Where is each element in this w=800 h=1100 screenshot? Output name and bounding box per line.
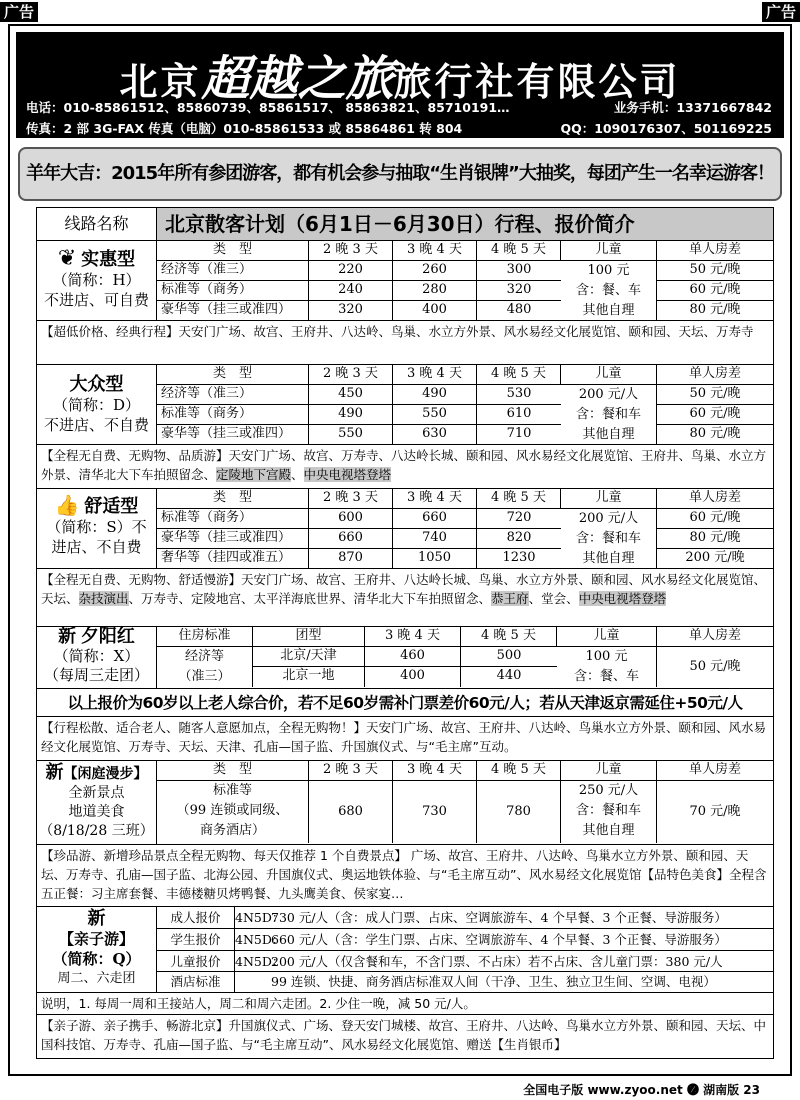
cell: 730 元/人（含：成人门票、占床、空调旅游车、4 个早餐、3 个正餐、导游服务） bbox=[271, 910, 727, 925]
cell: 标准等 bbox=[212, 783, 252, 798]
h-code: （简称：H） bbox=[52, 271, 141, 289]
xian-sub: （8/18/28 三班） bbox=[39, 823, 154, 839]
cell: 200 元/人（仅含餐和车，不含门票、不占床）若不占床、含儿童门票：380 元/人 bbox=[271, 954, 723, 969]
cell: 400 bbox=[393, 301, 477, 320]
cell: 780 bbox=[477, 781, 561, 843]
cell: 610 bbox=[506, 406, 532, 421]
th: 3 晚 4 天 bbox=[393, 489, 477, 508]
cell: 870 bbox=[309, 549, 393, 568]
x-diff: 50 元/晚 bbox=[689, 659, 741, 674]
child-price: 200 元/人 bbox=[578, 387, 639, 402]
thumbs-up-icon: 👍 bbox=[54, 493, 80, 517]
cell: 学生报价 bbox=[157, 929, 235, 950]
d-note: 不进店、不自费 bbox=[43, 416, 149, 434]
cell: 豪华等（挂三或准四） bbox=[157, 529, 309, 548]
th: 类 型 bbox=[157, 241, 309, 260]
cell: 80 元/晚 bbox=[689, 302, 741, 317]
th: 3 晚 4 天 bbox=[365, 627, 461, 646]
cell: 200 元/晚 bbox=[685, 550, 745, 565]
x-name: 夕阳红 bbox=[80, 626, 135, 647]
q-desc: 【亲子游、亲子携手、畅游北京】升国旗仪式、广场、登天安门城楼、故宫、王府井、八达岭、鸟巢水立方外景、颐和园、天坛、中国科技馆、万寿寺、孔庙—国子监、与“毛主席互动”、风水易经文化展览馆、赠送【生肖银币】 bbox=[36, 1015, 774, 1059]
section-s bbox=[36, 489, 774, 569]
x-desc: 【行程松散、适合老人、随客人意愿加点，全程无购物！】天安门广场、故宫、王府井、八达岭、鸟巢水立方外景、颐和园、风水易经文化展览馆、万寿寺、天坛、天津、孔庙—国子监、升国旗仪式、与“毛主席”互动。 bbox=[36, 717, 774, 761]
th: 2 晚 3 天 bbox=[309, 241, 393, 260]
cell: 490 bbox=[309, 405, 393, 424]
th: 4 晚 5 天 bbox=[477, 241, 561, 260]
footer: 全国电子版 www.zyoo.net 🅩 湖南版 23 bbox=[523, 1083, 760, 1097]
q-name: 【亲子游】 bbox=[58, 930, 134, 948]
cell: 儿童报价 bbox=[157, 951, 235, 971]
cell: 450 bbox=[309, 385, 393, 404]
cell: 北京一地 bbox=[253, 667, 365, 687]
cell: 550 bbox=[309, 425, 393, 444]
th: 4 晚 5 天 bbox=[461, 627, 557, 646]
xian-sub: 地道美食 bbox=[68, 804, 125, 820]
q-note: 周二、六走团 bbox=[57, 971, 136, 986]
h-name: 实惠型 bbox=[81, 249, 136, 270]
child-price: 100 元 bbox=[585, 649, 628, 664]
h-table bbox=[157, 241, 773, 321]
cell: 220 bbox=[309, 261, 393, 280]
cell bbox=[235, 972, 271, 992]
child-note: 含：餐和车 bbox=[575, 407, 641, 422]
cell: 320 bbox=[309, 301, 393, 320]
child-price: 200 元/人 bbox=[578, 511, 639, 526]
new-badge: 新 bbox=[87, 908, 106, 929]
th: 2 晚 3 天 bbox=[309, 761, 393, 780]
section-xian bbox=[36, 761, 774, 845]
s-code: （简称：S）不 bbox=[46, 518, 147, 536]
cell: 50 元/晚 bbox=[657, 385, 773, 405]
cell: 50 元/晚 bbox=[657, 261, 773, 281]
cell: 320 bbox=[506, 282, 532, 297]
d-name: 大众型 bbox=[69, 374, 124, 395]
cell: 60 元/晚 bbox=[657, 281, 773, 301]
th: 儿童 bbox=[561, 489, 657, 508]
d-code: （简称：D） bbox=[52, 396, 141, 414]
cell: 660 元/人（含：学生门票、占床、空调旅游车、4 个早餐、3 个正餐、导游服务） bbox=[271, 932, 727, 947]
cell: 60 元/晚 bbox=[657, 405, 773, 425]
cell: 660 bbox=[309, 529, 393, 548]
cell: 99 连锁、快捷、商务酒店标准双人间（干净、卫生、独立卫生间、空调、电视） bbox=[271, 974, 716, 989]
th: 4 晚 5 天 bbox=[477, 761, 561, 780]
cell: 80 元/晚 bbox=[657, 529, 773, 549]
cell: 标准等（商务） bbox=[157, 509, 309, 528]
cell: （准三） bbox=[178, 669, 231, 684]
q-table bbox=[157, 907, 773, 992]
th: 单人房差 bbox=[688, 628, 741, 643]
xian-desc: 【珍品游、新增珍品景点全程无购物、每天仅推荐 1 个自费景点】 广场、故宫、王府井、八达岭、鸟巢水立方外景、颐和园、天坛、万寿寺、孔庙—国子监、北海公园、升国旗仪式、奥运地铁体验、与“毛主席互动”、风水易经文化展览馆【品特色美食】全程含五正餐：习主席套餐、丰德楼糖贝烤鸭餐、九头鹰美食、侯家宴… bbox=[36, 845, 774, 907]
child-note: 其他自理 bbox=[582, 823, 635, 838]
th: 3 晚 4 天 bbox=[393, 241, 477, 260]
cell: 300 bbox=[506, 262, 532, 277]
section-q bbox=[36, 907, 774, 993]
th: 单人房差 bbox=[688, 490, 741, 505]
q-code: （简称：Q） bbox=[52, 950, 141, 968]
cell: 豪华等（挂三或准四） bbox=[157, 425, 309, 444]
child-note: 含：餐和车 bbox=[575, 803, 641, 818]
cell: 260 bbox=[393, 261, 477, 280]
th: 单人房差 bbox=[688, 366, 741, 381]
child-note: 含：餐和车 bbox=[575, 531, 641, 546]
promo-banner: 羊年大吉：2015年所有参团游客，都有机会参与抽取“生肖银牌”大抽奖，每团产生一名幸运游客！ bbox=[18, 147, 782, 201]
header bbox=[16, 32, 784, 138]
cell: 经济等（准三） bbox=[157, 261, 309, 280]
th: 2 晚 3 天 bbox=[309, 489, 393, 508]
cell: 4N5D： bbox=[235, 910, 285, 925]
cell: 480 bbox=[506, 302, 532, 317]
cell: 4N5D： bbox=[235, 954, 285, 969]
cell: 720 bbox=[506, 510, 532, 525]
s-name: 舒适型 bbox=[84, 496, 139, 517]
mobile-line: 业务手机：13371667842 bbox=[613, 100, 772, 115]
phone-line: 电话：010-85861512、85860739、85861517、 85863821、85710191… bbox=[26, 100, 510, 115]
cell: 490 bbox=[393, 385, 477, 404]
cell: 500 bbox=[496, 648, 522, 663]
child-price: 250 元/人 bbox=[578, 783, 639, 798]
child-note: 其他自理 bbox=[582, 551, 635, 566]
cell: 1230 bbox=[502, 550, 536, 565]
cell: 标准等（商务） bbox=[157, 405, 309, 424]
cell: 商务酒店） bbox=[199, 823, 265, 838]
h-note: 不进店、可自费 bbox=[43, 291, 149, 309]
child-price: 100 元 bbox=[587, 263, 630, 278]
cell: 530 bbox=[506, 386, 532, 401]
th: 儿童 bbox=[561, 761, 657, 780]
q-explain: 说明，1. 每周一周和王接站人，周二和周六走团。2. 少住一晚，减 50 元/人。 bbox=[36, 993, 774, 1015]
title-row bbox=[36, 207, 774, 241]
cell: 4N5D： bbox=[235, 932, 285, 947]
th: 团型 bbox=[253, 627, 365, 646]
new-badge: 新 bbox=[45, 762, 64, 783]
cell: 550 bbox=[393, 405, 477, 424]
cell: 80 元/晚 bbox=[689, 426, 741, 441]
th: 类 型 bbox=[157, 761, 309, 780]
x-note: （每周三走团） bbox=[43, 666, 149, 684]
th: 4 晚 5 天 bbox=[477, 489, 561, 508]
s-desc: 【全程无自费、无购物、舒适慢游】天安门广场、故宫、王府井、八达岭长城、鸟巢、水立方外景、颐和园、风水易经文化展览馆、天坛、杂技演出、万寿寺、定陵地宫、太平洋海底世界、清华北大下车拍照留念、恭王府、堂会、中央电视塔登塔 bbox=[36, 569, 774, 627]
section-x bbox=[36, 627, 774, 689]
cell: 1050 bbox=[393, 549, 477, 568]
xian-name: 【闲庭漫步】 bbox=[63, 766, 148, 782]
th: 4 晚 5 天 bbox=[477, 365, 561, 384]
s-note: 进店、不自费 bbox=[51, 538, 142, 556]
cell: 730 bbox=[393, 781, 477, 843]
cell: （99 连锁或同级、 bbox=[176, 803, 289, 818]
cell: 经济等 bbox=[184, 649, 224, 664]
brand-title: 北京超越之旅旅行社有限公司 bbox=[119, 51, 681, 107]
cell: 酒店标准 bbox=[157, 972, 235, 992]
cell: 400 bbox=[365, 667, 461, 687]
cell: 740 bbox=[393, 529, 477, 548]
th: 2 晚 3 天 bbox=[309, 365, 393, 384]
cell: 660 bbox=[393, 509, 477, 528]
s-table bbox=[157, 489, 773, 569]
leaf-icon: ❦ bbox=[57, 246, 77, 271]
d-desc: 【全程无自费、无购物、品质游】天安门广场、故宫、万寿寺、八达岭长城、颐和园、风水易经文化展览馆、王府井、鸟巢、水立方外景、清华北大下车拍照留念、定陵地下宫殿、中央电视塔登塔 bbox=[36, 445, 774, 489]
xian-table bbox=[157, 761, 773, 843]
x-code: （简称：X） bbox=[53, 647, 140, 665]
th: 儿童 bbox=[561, 241, 657, 260]
cell: 710 bbox=[506, 426, 532, 441]
cell: 60 元/晚 bbox=[657, 509, 773, 529]
section-h bbox=[36, 241, 774, 321]
cell: 630 bbox=[393, 425, 477, 444]
cell: 240 bbox=[309, 281, 393, 300]
child-note: 含：餐、车 bbox=[575, 283, 641, 298]
cell: 460 bbox=[365, 647, 461, 666]
x-notice: 以上报价为60岁以上老人综合价，若不足60岁需补门票差价60元/人；若从天津返京需延住+50元/人 bbox=[36, 689, 774, 717]
child-note: 其他自理 bbox=[582, 427, 635, 442]
fax-line: 传真：2 部 3G-FAX 传真（电脑）010-85861533 或 85864861 转 804 bbox=[26, 121, 463, 136]
th: 3 晚 4 天 bbox=[393, 365, 477, 384]
child-note: 含：餐、车 bbox=[573, 669, 639, 684]
x-table bbox=[157, 627, 773, 687]
route-name-label: 线路名称 bbox=[37, 208, 157, 240]
ad-label-right: 广告 bbox=[762, 2, 800, 22]
cell: 标准等（商务） bbox=[157, 281, 309, 300]
th: 3 晚 4 天 bbox=[393, 761, 477, 780]
th: 儿童 bbox=[557, 627, 657, 646]
cell: 820 bbox=[506, 530, 532, 545]
cell: 280 bbox=[393, 281, 477, 300]
ad-label-left: 广告 bbox=[0, 2, 38, 22]
plan-title: 北京散客计划（6月1日－6月30日）行程、报价简介 bbox=[157, 208, 773, 240]
cell: 680 bbox=[309, 781, 393, 843]
th: 类 型 bbox=[157, 489, 309, 508]
cell: 经济等（准三） bbox=[157, 385, 309, 404]
child-note: 其他自理 bbox=[582, 303, 635, 318]
cell: 成人报价 bbox=[157, 907, 235, 928]
cell: 豪华等（挂三或准四） bbox=[157, 301, 309, 320]
h-desc: 【超低价格、经典行程】天安门广场、故宫、王府井、八达岭、鸟巢、水立方外景、风水易经文化展览馆、颐和园、天坛、万寿寺 bbox=[36, 321, 774, 365]
cell: 奢华等（挂四或准五） bbox=[157, 549, 309, 568]
th: 单人房差 bbox=[688, 242, 741, 257]
section-d bbox=[36, 365, 774, 445]
xian-diff: 70 元/晚 bbox=[689, 804, 741, 819]
th: 儿童 bbox=[561, 365, 657, 384]
th: 住房标准 bbox=[157, 627, 253, 646]
cell: 600 bbox=[309, 509, 393, 528]
d-table bbox=[157, 365, 773, 445]
cell: 440 bbox=[496, 668, 522, 683]
cell: 北京/天津 bbox=[253, 647, 365, 666]
th: 单人房差 bbox=[688, 762, 741, 777]
xian-sub: 全新景点 bbox=[68, 785, 125, 801]
new-badge: 新 bbox=[58, 626, 77, 647]
qq-line: QQ：1090176307、501169225 bbox=[560, 121, 772, 136]
th: 类 型 bbox=[157, 365, 309, 384]
